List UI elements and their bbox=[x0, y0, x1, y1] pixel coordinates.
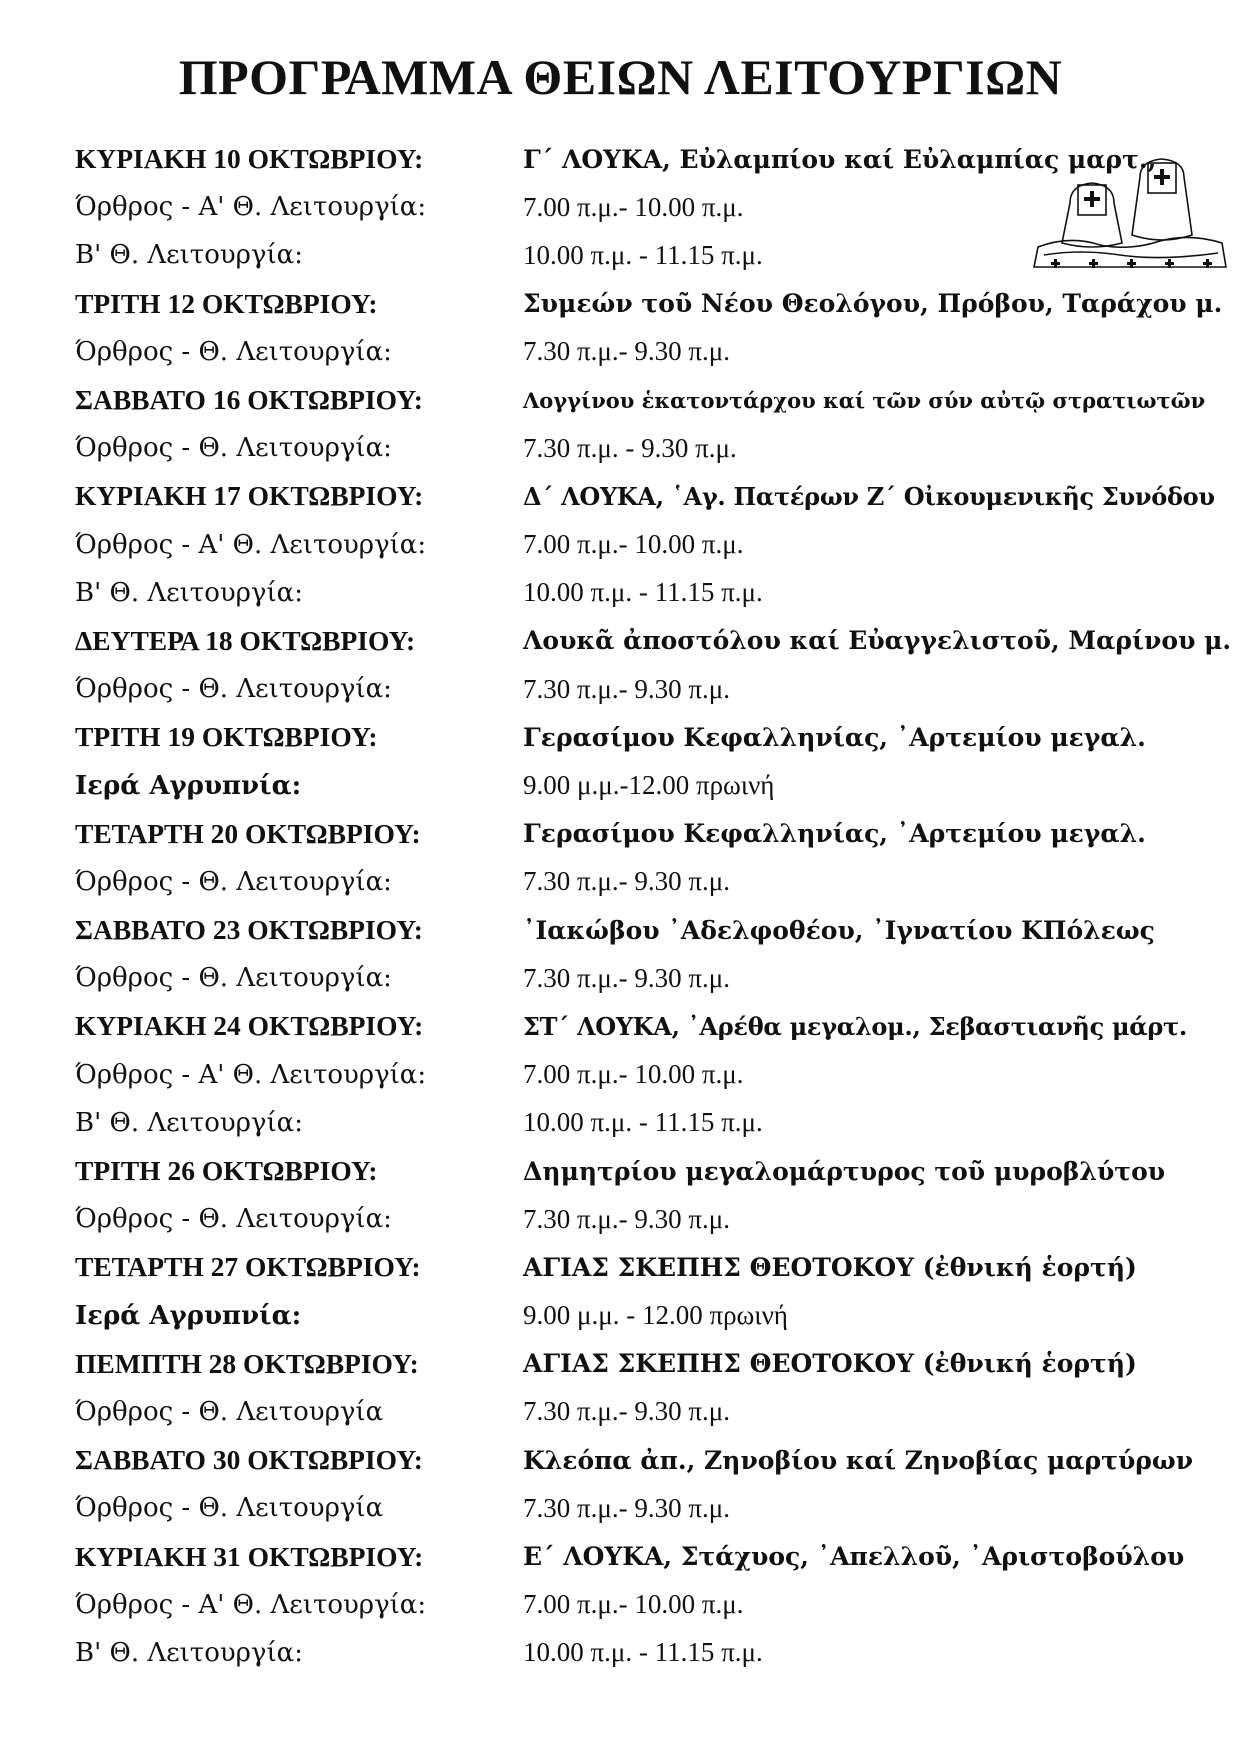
day-label: ΤΕΤΑΡΤΗ 27 ΟΚΤΩΒΡΙΟΥ: bbox=[75, 1251, 421, 1283]
schedule-day-row bbox=[75, 1147, 1235, 1195]
schedule-service-row bbox=[75, 424, 1235, 472]
service-time: 7.30 π.μ.- 9.30 π.μ. bbox=[523, 1396, 730, 1427]
feast-name: Γερασίμου Κεφαλληνίας, ᾿Αρτεμίου μεγαλ. bbox=[523, 722, 1146, 752]
day-label: ΚΥΡΙΑΚΗ 31 ΟΚΤΩΒΡΙΟΥ: bbox=[75, 1540, 424, 1572]
schedule-day-row bbox=[75, 376, 1235, 424]
feast-name: Λογγίνου ἑκατοντάρχου καί τῶν σύν αὐτῷ στρατιωτῶν bbox=[523, 387, 1206, 413]
schedule-day-row bbox=[75, 810, 1235, 858]
feast-name: ΑΓΙΑΣ ΣΚΕΠΗΣ ΘΕΟΤΟΚΟΥ (ἐθνική ἑορτή) bbox=[523, 1349, 1137, 1379]
schedule-day-row bbox=[75, 472, 1235, 520]
service-time: 7.30 π.μ. - 9.30 π.μ. bbox=[523, 432, 737, 463]
schedule-service-row bbox=[75, 1388, 1235, 1436]
schedule-service-row bbox=[75, 183, 1235, 231]
service-time: 7.30 π.μ.- 9.30 π.μ. bbox=[523, 336, 730, 367]
feast-name: Δ΄ ΛΟΥΚΑ, ῾Αγ. Πατέρων Ζ΄ Οἰκουμενικῆς Συνόδου bbox=[523, 481, 1215, 511]
feast-name: Γ΄ ΛΟΥΚΑ, Εὐλαμπίου καί Εὐλαμπίας μαρτ., bbox=[523, 144, 1157, 174]
schedule-service-row bbox=[75, 1195, 1235, 1243]
schedule-day-row bbox=[75, 280, 1235, 328]
service-time: 7.30 π.μ.- 9.30 π.μ. bbox=[523, 962, 730, 993]
service-label: Όρθρος - Θ. Λειτουργία bbox=[75, 1396, 384, 1427]
service-time: 7.00 π.μ.- 10.00 π.μ. bbox=[523, 191, 744, 222]
service-time: 10.00 π.μ. - 11.15 π.μ. bbox=[523, 577, 763, 608]
schedule-service-row bbox=[75, 1051, 1235, 1099]
day-label: ΤΡΙΤΗ 19 ΟΚΤΩΒΡΙΟΥ: bbox=[75, 721, 378, 753]
schedule-service-row bbox=[75, 761, 1235, 809]
page-title: ΠΡΟΓΡΑΜΜΑ ΘΕΙΩΝ ΛΕΙΤΟΥΡΓΙΩΝ bbox=[178, 49, 1063, 105]
feast-name: Κλεόπα ἀπ., Ζηνοβίου καί Ζηνοβίας μαρτύρων bbox=[523, 1445, 1194, 1475]
day-label: ΣΑΒΒΑΤΟ 30 ΟΚΤΩΒΡΙΟΥ: bbox=[75, 1444, 423, 1476]
day-label: ΚΥΡΙΑΚΗ 10 ΟΚΤΩΒΡΙΟΥ: bbox=[75, 143, 424, 175]
feast-name: Ε΄ ΛΟΥΚΑ, Στάχυος, ᾿Απελλοῦ, ᾿Αριστοβούλου bbox=[523, 1542, 1185, 1572]
service-time: 9.00 μ.μ. - 12.00 πρωινή bbox=[523, 1300, 788, 1331]
feast-name: ᾿Ιακώβου ᾿Αδελφοθέου, ᾿Ιγνατίου ΚΠόλεως bbox=[523, 915, 1155, 945]
service-label: Όρθρος - Θ. Λειτουργία: bbox=[75, 336, 392, 367]
service-time: 7.00 π.μ.- 10.00 π.μ. bbox=[523, 1589, 744, 1620]
service-time: 10.00 π.μ. - 11.15 π.μ. bbox=[523, 239, 763, 270]
service-label: Όρθρος - Θ. Λειτουργία: bbox=[75, 866, 392, 897]
service-time: 7.30 π.μ.- 9.30 π.μ. bbox=[523, 1492, 730, 1523]
service-label: Όρθρος - Θ. Λειτουργία: bbox=[75, 963, 392, 994]
service-label: Β' Θ. Λειτουργία: bbox=[75, 1637, 303, 1668]
day-label: ΤΡΙΤΗ 26 ΟΚΤΩΒΡΙΟΥ: bbox=[75, 1155, 378, 1187]
schedule-service-row bbox=[75, 858, 1235, 906]
service-label: Όρθρος - Α' Θ. Λειτουργία: bbox=[75, 192, 427, 223]
service-label: Β' Θ. Λειτουργία: bbox=[75, 240, 303, 271]
service-label: Όρθρος - Α' Θ. Λειτουργία: bbox=[75, 1059, 427, 1090]
service-time: 10.00 π.μ. - 11.15 π.μ. bbox=[523, 1637, 763, 1668]
service-time: 9.00 μ.μ.-12.00 πρωινή bbox=[523, 770, 775, 801]
service-time: 7.30 π.μ.- 9.30 π.μ. bbox=[523, 673, 730, 704]
service-time: 7.30 π.μ.- 9.30 π.μ. bbox=[523, 1203, 730, 1234]
feast-name: ΑΓΙΑΣ ΣΚΕΠΗΣ ΘΕΟΤΟΚΟΥ (ἐθνική ἑορτή) bbox=[523, 1252, 1137, 1282]
service-label: Β' Θ. Λειτουργία: bbox=[75, 1107, 303, 1138]
service-label: Όρθρος - Α' Θ. Λειτουργία: bbox=[75, 1589, 427, 1620]
schedule-service-row bbox=[75, 231, 1235, 279]
schedule-service-row bbox=[75, 1629, 1235, 1677]
service-label: Όρθρος - Θ. Λειτουργία: bbox=[75, 674, 392, 705]
day-label: ΤΕΤΑΡΤΗ 20 ΟΚΤΩΒΡΙΟΥ: bbox=[75, 817, 421, 849]
day-label: ΚΥΡΙΑΚΗ 17 ΟΚΤΩΒΡΙΟΥ: bbox=[75, 480, 424, 512]
schedule-day-row bbox=[75, 1243, 1235, 1291]
service-label: Όρθρος - Θ. Λειτουργία bbox=[75, 1493, 384, 1524]
schedule-day-row bbox=[75, 906, 1235, 954]
schedule-day-row bbox=[75, 1436, 1235, 1484]
feast-name: Δημητρίου μεγαλομάρτυρος τοῦ μυροβλύτου bbox=[523, 1156, 1166, 1186]
day-label: ΚΥΡΙΑΚΗ 24 ΟΚΤΩΒΡΙΟΥ: bbox=[75, 1010, 424, 1042]
schedule-service-row bbox=[75, 569, 1235, 617]
schedule-day-row bbox=[75, 617, 1235, 665]
feast-name: Γερασίμου Κεφαλληνίας, ᾿Αρτεμίου μεγαλ. bbox=[523, 819, 1146, 849]
service-time: 7.00 π.μ.- 10.00 π.μ. bbox=[523, 1059, 744, 1090]
schedule-service-row bbox=[75, 1292, 1235, 1340]
schedule-day-row bbox=[75, 135, 1235, 183]
schedule-day-row bbox=[75, 713, 1235, 761]
schedule-day-row bbox=[75, 1002, 1235, 1050]
schedule-service-row bbox=[75, 1484, 1235, 1532]
feast-name: ΣΤ΄ ΛΟΥΚΑ, ᾿Αρέθα μεγαλομ., Σεβαστιανῆς μάρτ. bbox=[523, 1011, 1187, 1041]
service-time: 7.00 π.μ.- 10.00 π.μ. bbox=[523, 529, 744, 560]
schedule-day-row bbox=[75, 1340, 1235, 1388]
day-label: ΣΑΒΒΑΤΟ 23 ΟΚΤΩΒΡΙΟΥ: bbox=[75, 914, 423, 946]
feast-name: Συμεών τοῦ Νέου Θεολόγου, Πρόβου, Ταράχου μ. bbox=[523, 289, 1223, 319]
service-time: 10.00 π.μ. - 11.15 π.μ. bbox=[523, 1107, 763, 1138]
service-label: Β' Θ. Λειτουργία: bbox=[75, 577, 303, 608]
service-label: Ιερά Αγρυπνία: bbox=[75, 770, 302, 801]
day-label: ΔΕΥΤΕΡΑ 18 ΟΚΤΩΒΡΙΟΥ: bbox=[75, 624, 416, 656]
schedule-service-row bbox=[75, 954, 1235, 1002]
service-label: Όρθρος - Θ. Λειτουργία: bbox=[75, 1204, 392, 1235]
schedule-service-row bbox=[75, 328, 1235, 376]
feast-name: Λουκᾶ ἀποστόλου καί Εὐαγγελιστοῦ, Μαρίνου μ. bbox=[523, 626, 1232, 656]
schedule-list bbox=[75, 135, 1235, 1677]
schedule-service-row bbox=[75, 1099, 1235, 1147]
service-label: Όρθρος - Α' Θ. Λειτουργία: bbox=[75, 529, 427, 560]
service-label: Ιερά Αγρυπνία: bbox=[75, 1300, 302, 1331]
schedule-service-row bbox=[75, 1581, 1235, 1629]
schedule-service-row bbox=[75, 665, 1235, 713]
day-label: ΠΕΜΠΤΗ 28 ΟΚΤΩΒΡΙΟΥ: bbox=[75, 1347, 419, 1379]
service-time: 7.30 π.μ.- 9.30 π.μ. bbox=[523, 866, 730, 897]
day-label: ΣΑΒΒΑΤΟ 16 ΟΚΤΩΒΡΙΟΥ: bbox=[75, 384, 423, 416]
schedule-service-row bbox=[75, 521, 1235, 569]
service-label: Όρθρος - Θ. Λειτουργία: bbox=[75, 433, 392, 464]
schedule-day-row bbox=[75, 1532, 1235, 1580]
day-label: ΤΡΙΤΗ 12 ΟΚΤΩΒΡΙΟΥ: bbox=[75, 287, 378, 319]
